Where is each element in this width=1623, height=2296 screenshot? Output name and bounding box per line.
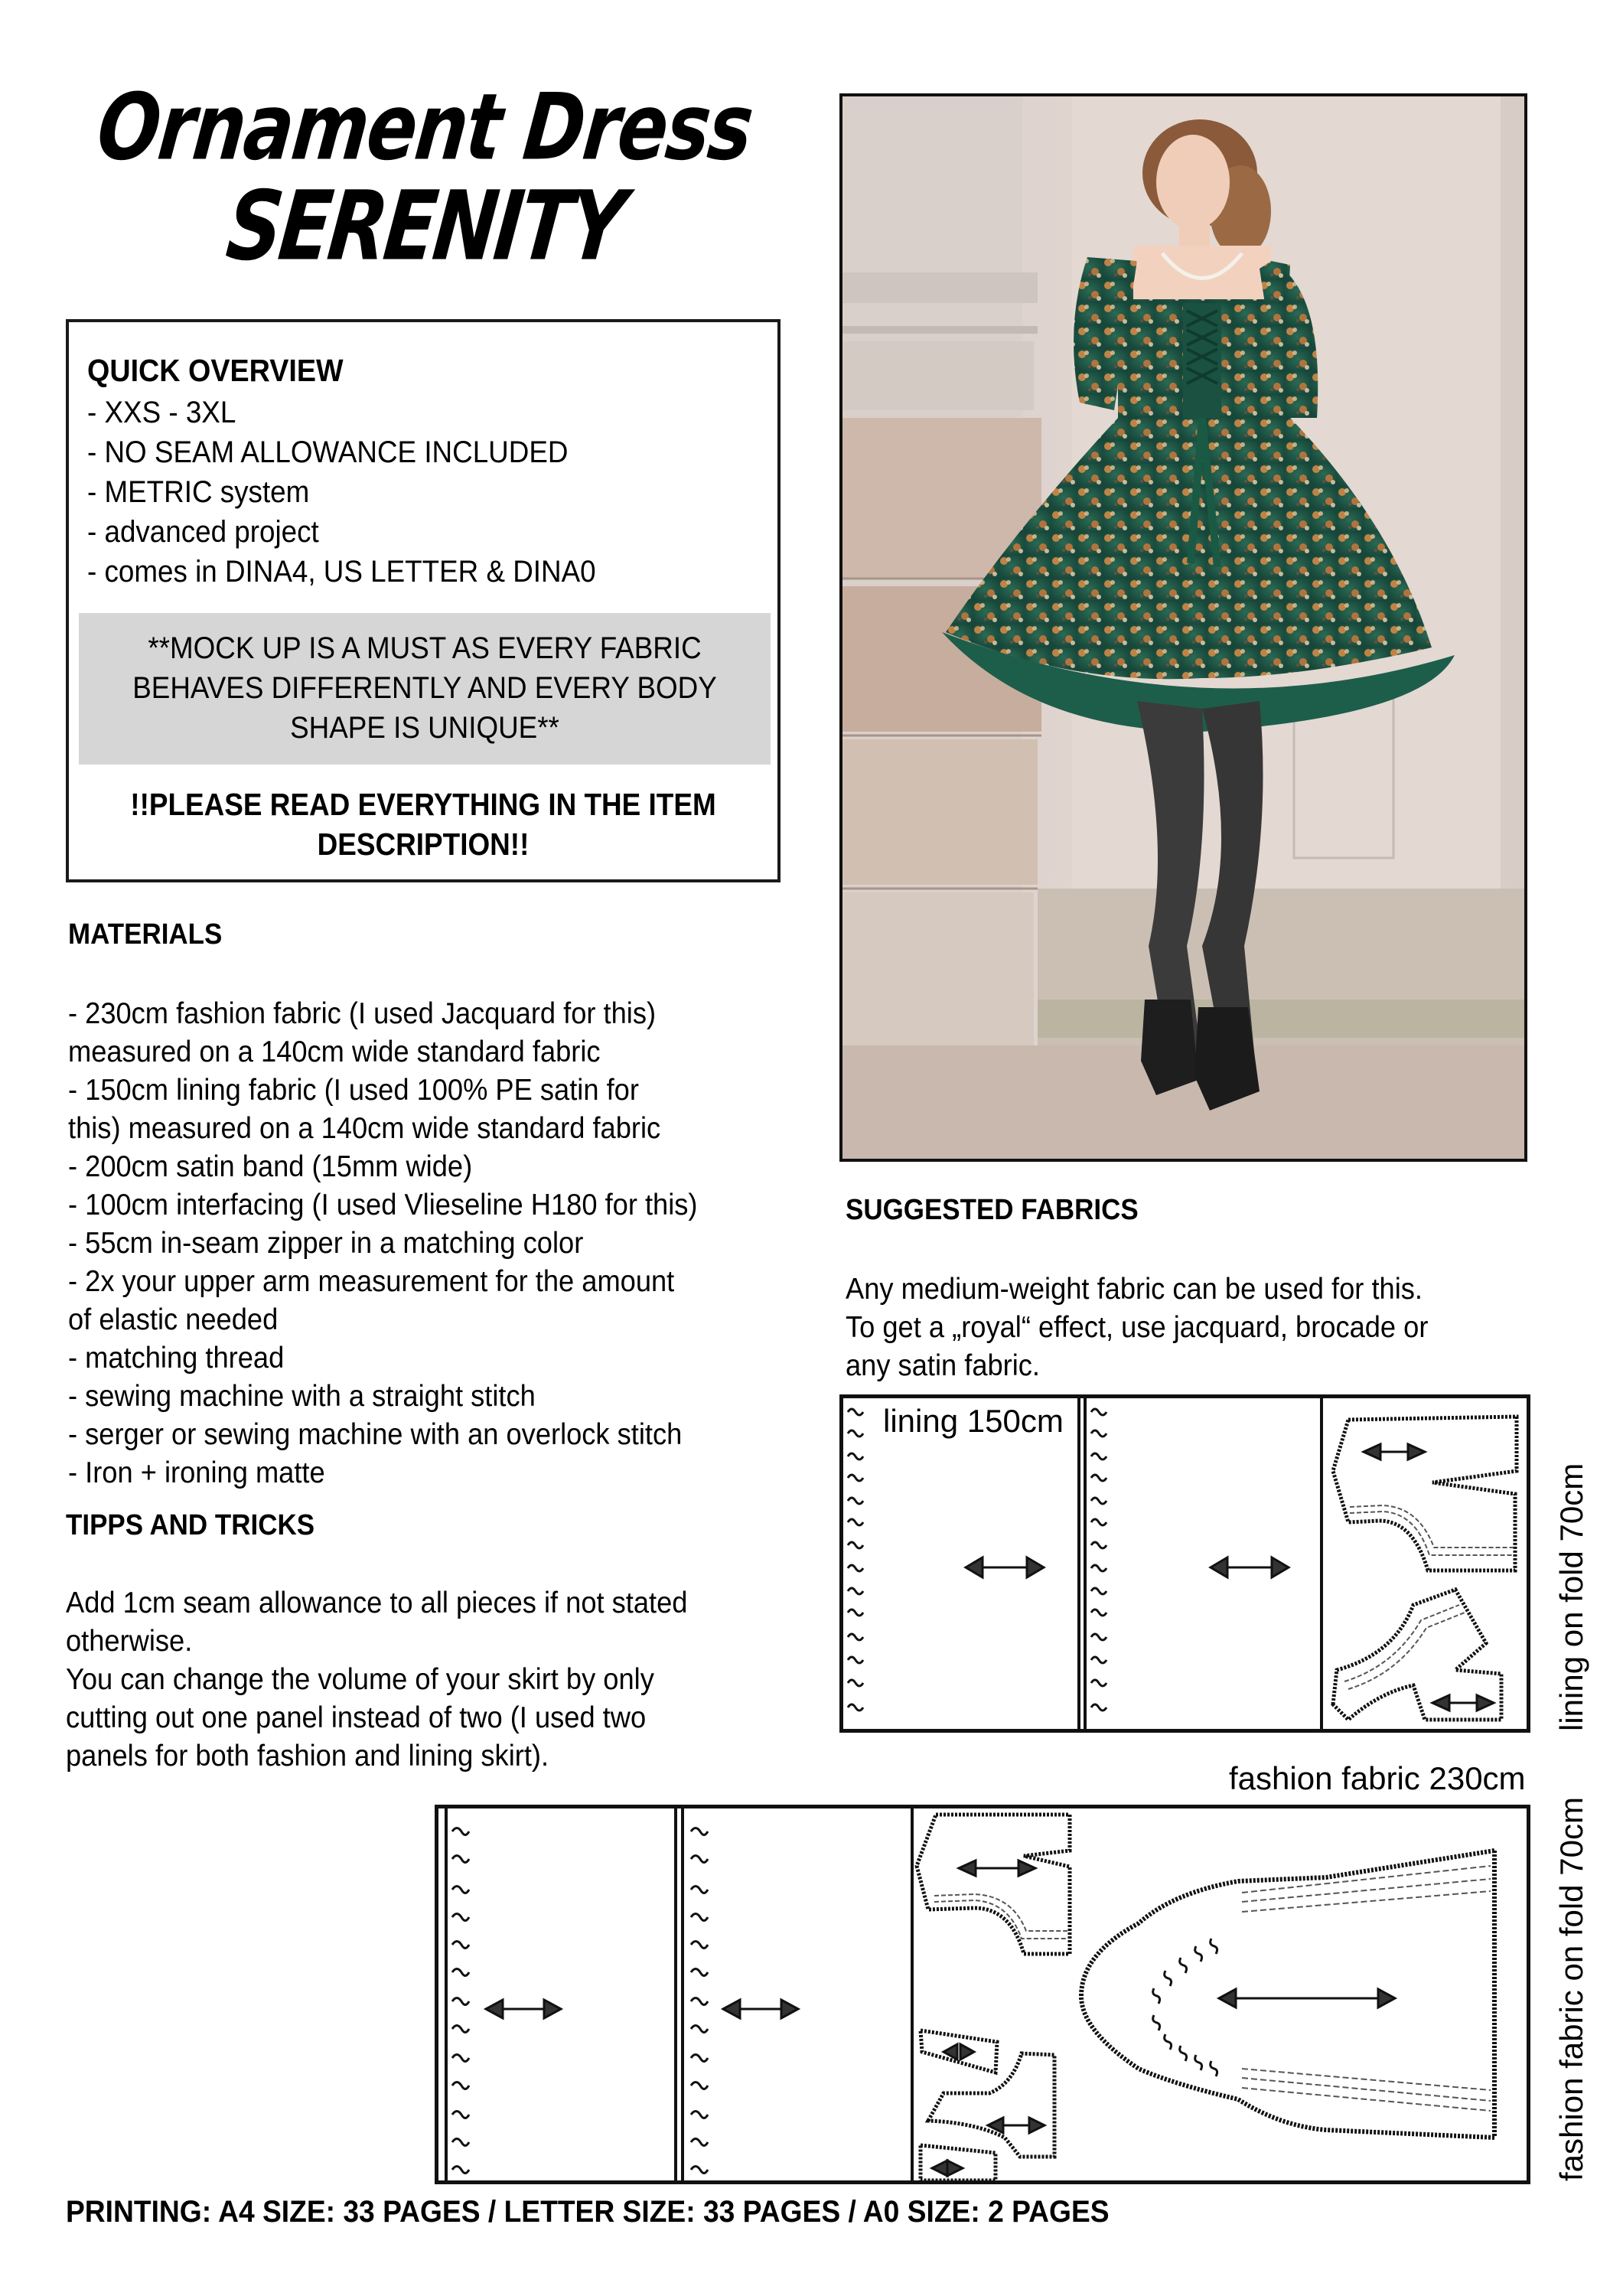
tips-line: You can change the volume of your skirt by only — [66, 1663, 654, 1696]
mockup-note-line: **MOCK UP IS A MUST AS EVERY FABRIC — [148, 631, 702, 665]
overview-item: - XXS - 3XL — [87, 396, 236, 429]
overview-item: - comes in DINA4, US LETTER & DINA0 — [87, 555, 596, 589]
lining-width-label: lining 150cm — [883, 1403, 1064, 1439]
lining-fold-label: lining on fold 70cm — [1553, 1463, 1589, 1731]
tips-line: otherwise. — [66, 1625, 193, 1658]
materials-line: measured on a 140cm wide standard fabric — [68, 1035, 601, 1068]
materials-list — [68, 995, 698, 1492]
fashion-fabric-width-label: fashion fabric 230cm — [1229, 1760, 1526, 1796]
title-line-1: Ornament Dress — [92, 73, 757, 181]
materials-heading: MATERIALS — [68, 918, 223, 951]
mockup-note-line: SHAPE IS UNIQUE** — [290, 711, 559, 745]
materials-line: - 150cm lining fabric (I used 100% PE satin for — [68, 1074, 639, 1107]
suggested-fabrics-line: Any medium-weight fabric can be used for this. — [846, 1273, 1423, 1306]
warning-line: DESCRIPTION!! — [317, 827, 530, 862]
quick-overview-box — [66, 319, 781, 882]
warning-line: !!PLEASE READ EVERYTHING IN THE ITEM — [130, 787, 716, 822]
overview-item: - NO SEAM ALLOWANCE INCLUDED — [87, 435, 569, 469]
tips-heading: TIPPS AND TRICKS — [66, 1509, 315, 1541]
materials-line: - 55cm in-seam zipper in a matching color — [68, 1227, 584, 1260]
materials-line: - 2x your upper arm measurement for the amount — [68, 1265, 675, 1298]
overview-item: - advanced project — [87, 515, 319, 549]
dress-photo-illustration — [842, 96, 1524, 1159]
materials-line: this) measured on a 140cm wide standard fabric — [68, 1112, 661, 1145]
materials-line: - Iron + ironing matte — [68, 1456, 325, 1489]
quick-overview-list — [87, 393, 596, 592]
tips-text — [66, 1584, 687, 1776]
materials-line: - sewing machine with a straight stitch — [68, 1380, 536, 1413]
read-description-warning — [69, 784, 777, 864]
suggested-fabrics-text — [846, 1270, 1428, 1385]
materials-line: - 200cm satin band (15mm wide) — [68, 1150, 473, 1183]
mockup-note-line: BEHAVES DIFFERENTLY AND EVERY BODY — [132, 671, 717, 705]
suggested-fabrics-heading: SUGGESTED FABRICS — [846, 1194, 1139, 1226]
tips-line: cutting out one panel instead of two (I used two — [66, 1701, 647, 1734]
suggested-fabrics-line: any satin fabric. — [846, 1349, 1041, 1382]
materials-line: - serger or sewing machine with an overlock stitch — [68, 1418, 683, 1451]
fashion-fabric-fold-label: fashion fabric on fold 70cm — [1553, 1797, 1589, 2181]
materials-line: - matching thread — [68, 1342, 285, 1375]
printing-info: PRINTING: A4 SIZE: 33 PAGES / LETTER SIZE: 33 PAGES / A0 SIZE: 2 PAGES — [66, 2195, 1110, 2229]
materials-line: - 230cm fashion fabric (I used Jacquard for this) — [68, 997, 657, 1030]
title-line-2: SERENITY — [221, 170, 628, 282]
quick-overview-heading: QUICK OVERVIEW — [87, 353, 344, 388]
product-photo — [839, 93, 1527, 1162]
lining-layout-diagram — [839, 1394, 1530, 1733]
mockup-note — [79, 613, 771, 765]
fashion-pattern-pieces — [438, 1808, 1527, 2180]
tips-line: Add 1cm seam allowance to all pieces if not stated — [66, 1587, 688, 1619]
materials-line: - 100cm interfacing (I used Vlieseline H180 for this) — [68, 1189, 698, 1221]
materials-line: of elastic needed — [68, 1303, 279, 1336]
tips-line: panels for both fashion and lining skirt). — [66, 1740, 549, 1773]
suggested-fabrics-line: To get a „royal“ effect, use jacquard, brocade or — [846, 1311, 1429, 1344]
overview-item: - METRIC system — [87, 475, 310, 509]
fashion-fabric-layout-diagram — [435, 1805, 1530, 2184]
lining-pattern-pieces — [843, 1398, 1527, 1729]
